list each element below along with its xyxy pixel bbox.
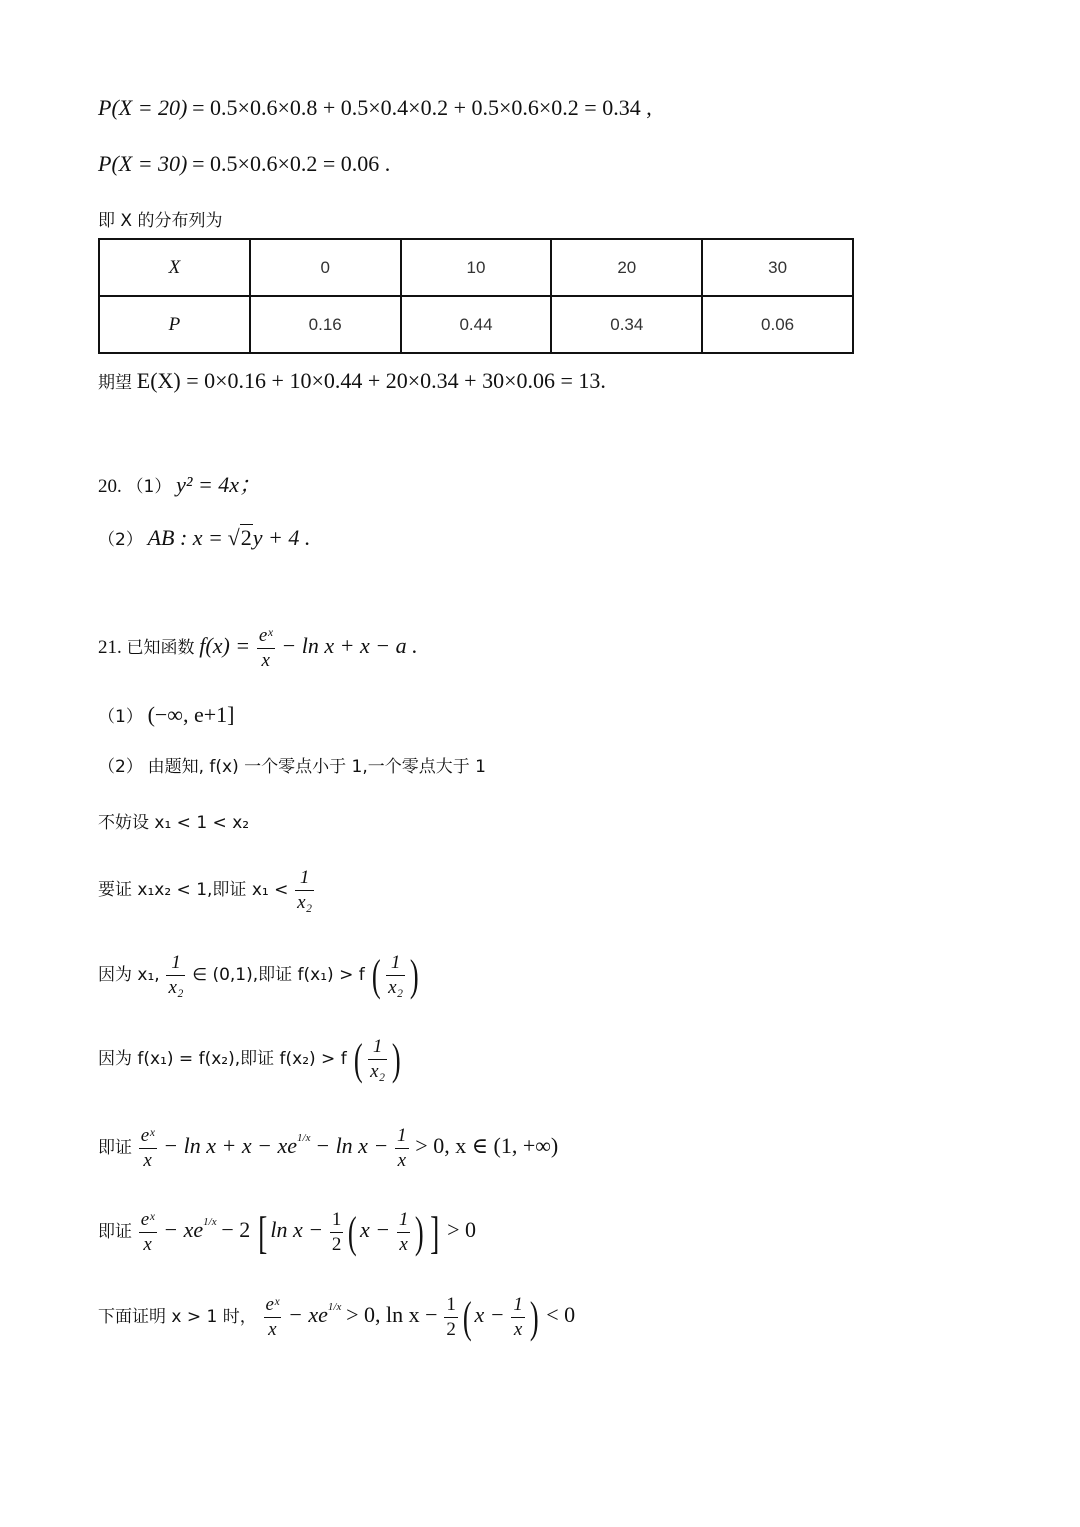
frac-denominator: x <box>397 1150 407 1171</box>
eq-p-x-20-rhs: = 0.5×0.6×0.8 + 0.5×0.4×0.2 + 0.5×0.6×0.2 = 0.34 , <box>192 95 652 120</box>
paren-right: ) <box>410 951 419 1000</box>
q21-step5-end: > 0, x ∈ (1, +∞) <box>415 1132 559 1158</box>
q21-part1-tag: （1） <box>98 707 143 727</box>
q21-stem <box>98 624 418 673</box>
frac-numerator: 1 <box>395 1124 409 1149</box>
paren-left: ( <box>462 1293 472 1342</box>
exponent-1-over-x: 1/x <box>297 1131 311 1144</box>
q21-stem-lhs: f(x) = <box>199 632 251 658</box>
frac-denominator: x <box>399 1234 408 1255</box>
q21-step5 <box>98 1124 558 1173</box>
exp-num: 1 <box>327 1300 334 1313</box>
frac-denominator: 2 <box>446 1319 456 1340</box>
q21-step2-text: 要证 x₁x₂ < 1,即证 x₁ < <box>98 879 289 900</box>
sqrt-radicand: 2 <box>240 525 252 550</box>
q21-step7-text: 下面证明 x > 1 时， <box>98 1306 257 1327</box>
q21-step5-mid: − ln x + x − xe <box>163 1132 298 1158</box>
q20-part2-tag: （2） <box>98 530 143 550</box>
frac-denominator: x <box>261 650 270 671</box>
q21-part2-tag: （2） <box>98 757 143 777</box>
fraction-ex-over-x <box>139 1208 157 1257</box>
table-cell-p: 0.16 <box>250 296 401 353</box>
eq-p-x-30 <box>98 151 390 177</box>
expectation-label: 期望 <box>98 373 132 393</box>
exp-num: 1 <box>203 1215 209 1228</box>
expectation-line <box>98 368 606 394</box>
fraction-1-over-x2 <box>386 951 405 1000</box>
table-header-p: P <box>99 296 250 353</box>
paren-left: ( <box>372 951 382 1000</box>
frac-denominator: x₂ <box>388 977 404 998</box>
q21-step7 <box>98 1292 575 1343</box>
fraction-1-over-2 <box>330 1208 344 1257</box>
frac-numerator: 1 <box>511 1293 525 1318</box>
q21-step3 <box>98 950 422 1001</box>
exp-den: x <box>336 1300 342 1313</box>
q21-stem-fraction <box>257 624 275 673</box>
q21-part1-expr: (−∞, e+1] <box>147 702 235 727</box>
paren-left: ( <box>354 1035 364 1084</box>
q21-part2-text: 由题知, f(x) 一个零点小于 1,一个零点大于 1 <box>147 757 486 777</box>
sqrt-symbol: √2 <box>227 525 252 550</box>
fraction-ex-over-x <box>264 1293 282 1342</box>
q20-part2 <box>98 525 310 551</box>
q21-step7-tail: > 0, ln x − <box>346 1301 438 1327</box>
q20-part2-pre: AB : x = <box>147 525 223 550</box>
q21-step2 <box>98 866 316 915</box>
q21-step1 <box>98 808 249 834</box>
fraction-1-over-x <box>397 1208 411 1257</box>
q21-part1 <box>98 702 235 728</box>
q21-stem-text: 已知函数 <box>126 637 195 658</box>
q21-step6-in: ln x − <box>270 1216 324 1242</box>
q21-stem-tail: − ln x + x − a . <box>281 632 418 658</box>
q20-part1-expr: y² = 4x； <box>176 472 262 497</box>
q21-step6-mid: − xe <box>163 1216 204 1242</box>
frac-numerator: 1 <box>295 866 314 891</box>
exp-num: 1 <box>297 1131 303 1144</box>
distribution-table <box>98 238 854 354</box>
q21-step3-text-a: 因为 x₁, <box>98 964 160 985</box>
table-cell-x: 20 <box>551 239 702 296</box>
expectation-expr: E(X) = 0×0.16 + 10×0.44 + 20×0.34 + 30×0.06 = 13. <box>136 368 606 393</box>
frac-numerator: 1 <box>330 1208 344 1233</box>
q21-step4 <box>98 1034 404 1085</box>
q21-step7-mid: − xe <box>288 1301 328 1327</box>
frac-numerator: 1 <box>166 951 185 976</box>
fraction-1-over-x2 <box>166 951 185 1000</box>
table-row-p <box>99 296 853 353</box>
frac-numerator: 1 <box>368 1035 387 1060</box>
q21-number: 21. <box>98 636 122 658</box>
paren-right: ) <box>415 1208 425 1257</box>
q20-number: 20. <box>98 476 122 497</box>
frac-denominator: 2 <box>331 1234 342 1255</box>
fraction-1-over-x2 <box>295 866 314 915</box>
q20-part1-tag: （1） <box>126 477 172 497</box>
paren-right: ) <box>392 1035 401 1084</box>
table-header-x: X <box>99 239 250 296</box>
frac-numerator: eˣ <box>264 1293 282 1318</box>
q21-step6-tail: − 2 <box>221 1216 251 1242</box>
frac-numerator: 1 <box>444 1293 458 1318</box>
inner-x-minus: x − <box>474 1301 505 1327</box>
frac-numerator: 1 <box>397 1208 411 1233</box>
q21-step1-text: 不妨设 x₁ < 1 < x₂ <box>98 813 250 833</box>
eq-p-x-30-lhs: P(X = 30) <box>98 151 188 176</box>
frac-denominator: x₂ <box>370 1061 386 1082</box>
q21-step6-label: 即证 <box>98 1221 132 1242</box>
inner-x-minus: x − <box>360 1216 391 1242</box>
q21-step3-text-b: ∈ (0,1),即证 f(x₁) > f <box>192 964 365 985</box>
fraction-1-over-x <box>511 1293 525 1342</box>
eq-p-x-30-rhs: = 0.5×0.6×0.2 = 0.06 . <box>192 151 391 176</box>
paren-right: ) <box>529 1293 539 1342</box>
table-cell-p: 0.06 <box>702 296 853 353</box>
frac-denominator: x <box>143 1234 152 1255</box>
table-row-x <box>99 239 853 296</box>
fraction-1-over-x <box>395 1124 409 1173</box>
q21-step6 <box>98 1206 476 1259</box>
frac-numerator: eˣ <box>257 624 275 649</box>
table-cell-x: 30 <box>702 239 853 296</box>
frac-numerator: eˣ <box>139 1208 157 1233</box>
fraction-1-over-2 <box>444 1293 458 1342</box>
frac-denominator: x <box>143 1150 152 1171</box>
q21-part2 <box>98 752 486 778</box>
bracket-right: ] <box>430 1207 440 1258</box>
q20-part2-post: y + 4 . <box>252 525 311 550</box>
fraction-ex-over-x <box>139 1124 157 1173</box>
eq-p-x-20-lhs: P(X = 20) <box>98 95 188 120</box>
q21-step6-end: > 0 <box>447 1216 477 1242</box>
table-cell-x: 0 <box>250 239 401 296</box>
paren-left: ( <box>348 1208 358 1257</box>
bracket-left: [ <box>258 1207 268 1258</box>
exponent-1-over-x: 1/x <box>327 1300 342 1313</box>
q21-step5-label: 即证 <box>98 1137 132 1158</box>
frac-denominator: x <box>513 1319 523 1340</box>
q21-step5-tail: − ln x − <box>315 1132 389 1158</box>
frac-numerator: 1 <box>386 951 405 976</box>
q20-part1 <box>98 468 261 499</box>
q21-step4-text: 因为 f(x₁) = f(x₂),即证 f(x₂) > f <box>98 1048 347 1069</box>
table-cell-p: 0.34 <box>551 296 702 353</box>
eq-p-x-20 <box>98 95 652 121</box>
table-cell-p: 0.44 <box>401 296 552 353</box>
frac-denominator: x₂ <box>168 977 184 998</box>
exponent-1-over-x: 1/x <box>203 1215 217 1228</box>
table-cell-x: 10 <box>401 239 552 296</box>
exp-den: x <box>305 1131 311 1144</box>
exp-den: x <box>211 1215 217 1228</box>
q21-step7-end: < 0 <box>546 1301 576 1327</box>
dist-intro: 即 X 的分布列为 <box>98 211 223 231</box>
frac-numerator: eˣ <box>139 1124 157 1149</box>
frac-denominator: x₂ <box>297 892 313 913</box>
fraction-1-over-x2 <box>368 1035 387 1084</box>
frac-denominator: x <box>268 1319 277 1340</box>
